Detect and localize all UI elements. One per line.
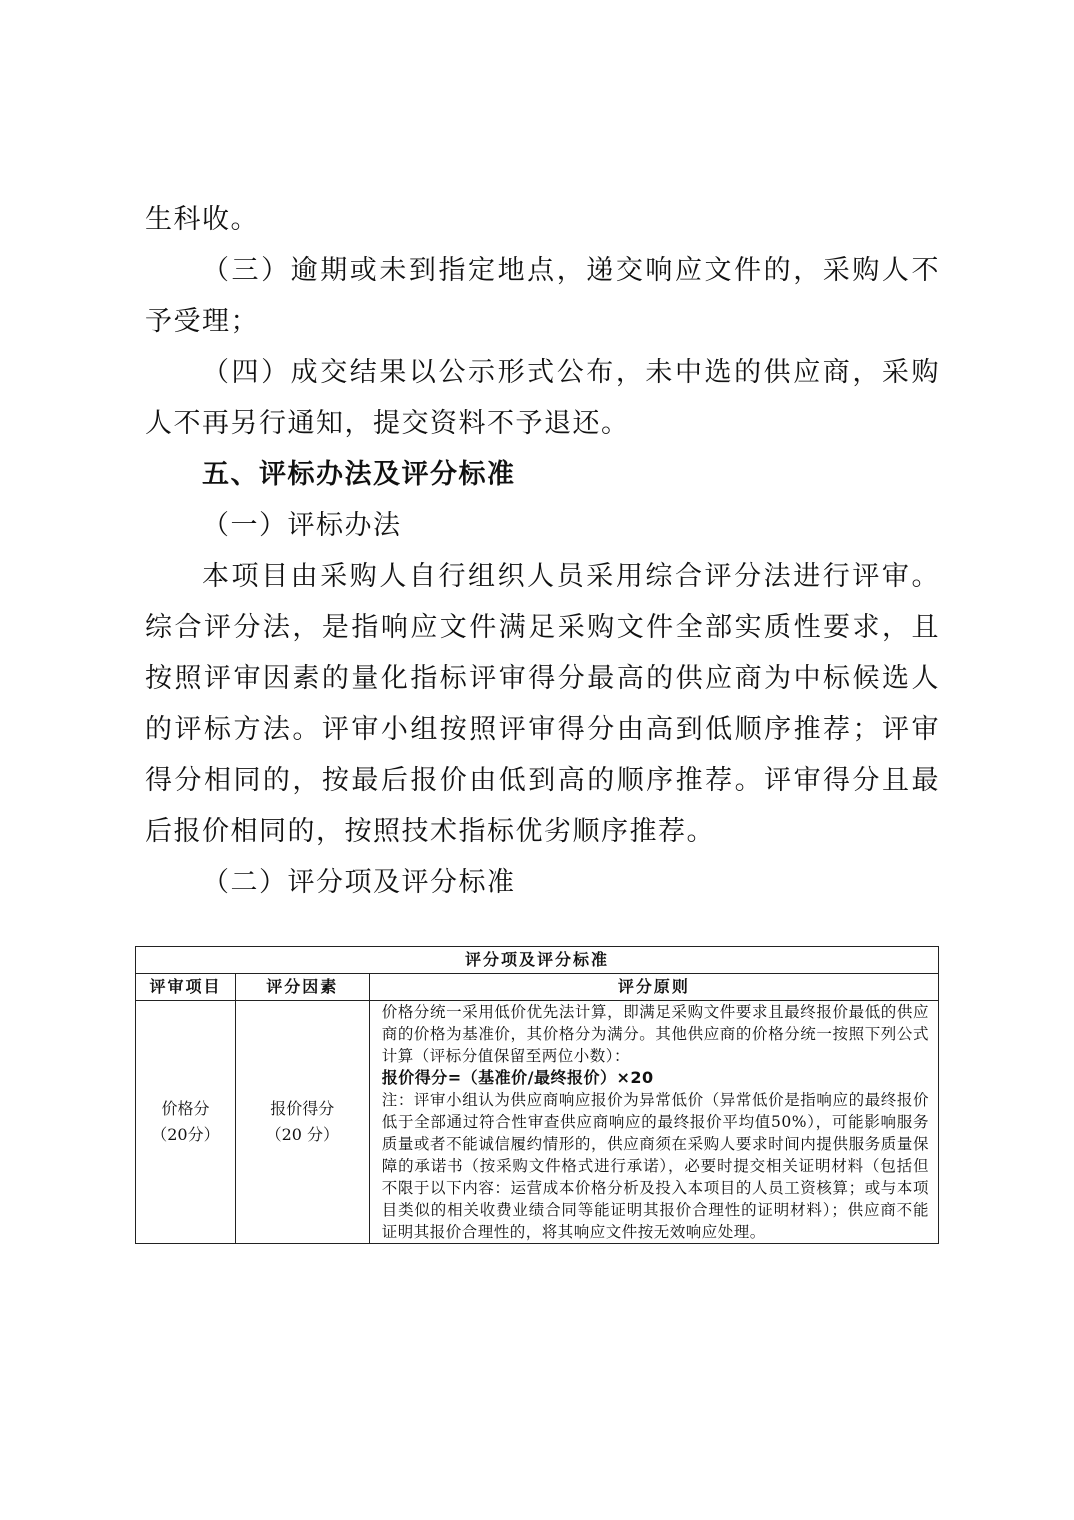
review-item-score: （20分） [151, 1125, 220, 1144]
table-title: 评分项及评分标准 [136, 947, 939, 974]
principle-formula: 报价得分=（基准价/最终报价）×20 [381, 1068, 654, 1087]
table-header-principle: 评分原则 [369, 974, 938, 1001]
section-heading-5: 五、评标办法及评分标准 [202, 459, 516, 490]
subsection-heading-2: （二）评分项及评分标准 [202, 867, 516, 898]
paragraph-evaluation-method: 本项目由采购人自行组织人员采用综合评分法进行评审。综合评分法，是指响应文件满足采购文件全部实质性要求，且按照评审因素的量化指标评审得分最高的供应商为中标候选人的评标方法。评审小组按照评审得分由高到低顺序推荐；评审得分相同的，按最后报价由低到高的顺序推荐。评审得分且最后报价相同的，按照技术指标优劣顺序推荐。 [145, 561, 940, 847]
subsection-heading-1: （一）评标办法 [202, 510, 402, 541]
score-factor-label: 报价得分 [270, 1099, 335, 1118]
table-header-factor: 评分因素 [235, 974, 369, 1001]
score-factor-score: （20 分） [265, 1125, 340, 1144]
review-item-label: 价格分 [161, 1099, 210, 1118]
scoring-table [135, 946, 939, 1244]
table-row [136, 1001, 939, 1244]
review-item-cell [136, 1001, 236, 1244]
table-header-item: 评审项目 [136, 974, 236, 1001]
paragraph-continuation: 生科收。 [145, 204, 259, 235]
body-text-block [145, 194, 940, 908]
principle-note: 注：评审小组认为供应商响应报价为异常低价（异常低价是指响应的最终报价低于全部通过符合性审查供应商响应的最终报价平均值50%），可能影响服务质量或者不能诚信履约情形的，供应商须在采购人要求时间内提供服务质量保障的承诺书（按采购文件格式进行承诺），必要时提交相关证明材料（包括但不限于以下内容：运营成本价格分析及投入本项目的人员工资核算；或与本项目类似的相关收费业绩合同等能证明其报价合理性的证明材料）；供应商不能证明其报价合理性的，将其响应文件按无效响应处理。 [381, 1091, 929, 1241]
paragraph-item-3: （三）逾期或未到指定地点，递交响应文件的，采购人不予受理； [145, 255, 940, 337]
score-principle-cell [369, 1001, 938, 1244]
principle-intro: 价格分统一采用低价优先法计算，即满足采购文件要求且最终报价最低的供应商的价格为基准价，其价格分为满分。其他供应商的价格分统一按照下列公式计算（评标分值保留至两位小数）： [381, 1003, 929, 1065]
score-factor-cell [235, 1001, 369, 1244]
paragraph-item-4: （四）成交结果以公示形式公布，未中选的供应商，采购人不再另行通知，提交资料不予退还。 [145, 357, 940, 439]
